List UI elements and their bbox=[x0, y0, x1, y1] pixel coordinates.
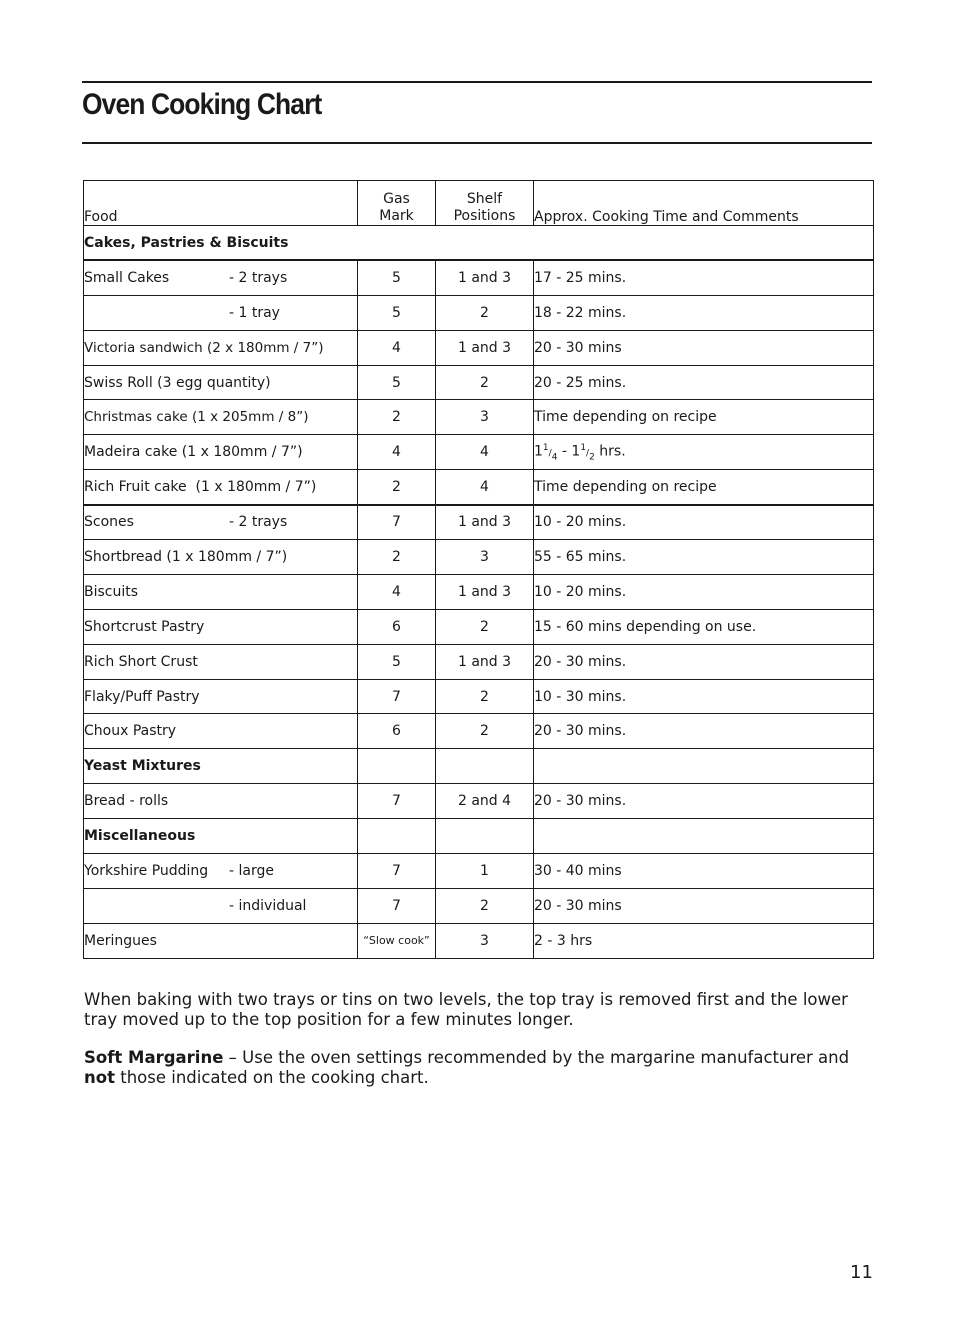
table-row bbox=[84, 574, 874, 609]
comment-cell: 20 - 30 mins bbox=[534, 888, 874, 923]
header-shelf-line1: Shelf bbox=[466, 191, 503, 207]
food-variant: - 1 tray bbox=[229, 304, 280, 321]
shelf-cell: 1 and 3 bbox=[436, 644, 534, 679]
table-row bbox=[84, 540, 874, 575]
comment-cell: 15 - 60 mins depending on use. bbox=[534, 609, 874, 644]
food-cell bbox=[84, 260, 358, 295]
madeira-den-2: 2 bbox=[589, 452, 595, 463]
soft-margarine-note bbox=[84, 1048, 884, 1088]
shelf-cell: 2 bbox=[436, 888, 534, 923]
comment-cell: 20 - 25 mins. bbox=[534, 365, 874, 400]
header-food: Food bbox=[84, 181, 358, 226]
comment-cell: Time depending on recipe bbox=[534, 470, 874, 505]
comment-cell: 10 - 20 mins. bbox=[534, 505, 874, 540]
madeira-den-1: 4 bbox=[551, 452, 558, 463]
gas-mark-cell: 7 bbox=[358, 505, 436, 540]
shelf-cell: 2 bbox=[436, 679, 534, 714]
shelf-cell: 1 and 3 bbox=[436, 505, 534, 540]
food-variant: - large bbox=[229, 862, 274, 879]
empty-cell bbox=[358, 749, 436, 784]
emphasis-not: not bbox=[84, 1068, 115, 1087]
soft-margarine-label: Soft Margarine bbox=[84, 1048, 224, 1067]
comment-cell bbox=[534, 435, 874, 470]
shelf-cell: 2 bbox=[436, 609, 534, 644]
header-shelf-positions bbox=[436, 181, 534, 226]
soft-margarine-text-1: – Use the oven settings recommended by the margarine manufacturer and bbox=[223, 1048, 850, 1067]
shelf-cell: 1 and 3 bbox=[436, 330, 534, 365]
food-cell: Rich Fruit cake (1 x 180mm / 7”) bbox=[84, 470, 358, 505]
table-row bbox=[84, 644, 874, 679]
table-row bbox=[84, 365, 874, 400]
table-row bbox=[84, 400, 874, 435]
gas-mark-cell: 5 bbox=[358, 644, 436, 679]
shelf-cell: 1 bbox=[436, 854, 534, 889]
comment-cell: 2 - 3 hrs bbox=[534, 923, 874, 958]
madeira-num-1: 1 bbox=[542, 442, 549, 453]
shelf-cell: 1 and 3 bbox=[436, 574, 534, 609]
food-cell bbox=[84, 505, 358, 540]
shelf-cell: 2 bbox=[436, 295, 534, 330]
shelf-cell: 2 bbox=[436, 714, 534, 749]
food-cell: Swiss Roll (3 egg quantity) bbox=[84, 365, 358, 400]
empty-cell bbox=[436, 819, 534, 854]
comment-cell: 20 - 30 mins. bbox=[534, 714, 874, 749]
food-variant: - 2 trays bbox=[229, 270, 288, 287]
table-row bbox=[84, 888, 874, 923]
empty-cell bbox=[534, 749, 874, 784]
table-row bbox=[84, 260, 874, 295]
section-title-yeast: Yeast Mixtures bbox=[84, 749, 358, 784]
gas-mark-cell: 7 bbox=[358, 679, 436, 714]
header-shelf-line2: Positions bbox=[453, 208, 516, 224]
shelf-cell: 1 and 3 bbox=[436, 260, 534, 295]
top-rule bbox=[82, 81, 872, 83]
madeira-whole-2: 1 bbox=[571, 443, 581, 460]
shelf-cell: 3 bbox=[436, 400, 534, 435]
section-title-misc: Miscellaneous bbox=[84, 819, 358, 854]
notes-section bbox=[84, 990, 884, 1106]
comment-cell: 17 - 25 mins. bbox=[534, 260, 874, 295]
food-variant: - individual bbox=[229, 897, 307, 914]
table-row bbox=[84, 854, 874, 889]
gas-mark-cell: 5 bbox=[358, 365, 436, 400]
shelf-cell: 3 bbox=[436, 923, 534, 958]
shelf-cell: 4 bbox=[436, 435, 534, 470]
comment-cell: 10 - 30 mins. bbox=[534, 679, 874, 714]
food-cell: Bread - rolls bbox=[84, 784, 358, 819]
gas-mark-cell: 5 bbox=[358, 295, 436, 330]
food-name: Small Cakes bbox=[84, 270, 170, 287]
comment-cell: 20 - 30 mins. bbox=[534, 784, 874, 819]
two-trays-note: When baking with two trays or tins on two levels, the top tray is removed first and the lower tray moved up to the top position for a few minutes longer. bbox=[84, 990, 848, 1029]
gas-mark-cell: 2 bbox=[358, 540, 436, 575]
food-cell: Biscuits bbox=[84, 574, 358, 609]
table-row bbox=[84, 679, 874, 714]
gas-mark-cell: 4 bbox=[358, 330, 436, 365]
section-title-cakes: Cakes, Pastries & Biscuits bbox=[84, 226, 874, 261]
table-row bbox=[84, 609, 874, 644]
comment-cell: 18 - 22 mins. bbox=[534, 295, 874, 330]
food-cell: Christmas cake (1 x 205mm / 8”) bbox=[84, 400, 358, 435]
gas-mark-cell: 2 bbox=[358, 470, 436, 505]
food-cell: Choux Pastry bbox=[84, 714, 358, 749]
food-name: Yorkshire Pudding bbox=[84, 862, 209, 879]
gas-mark-cell: 7 bbox=[358, 784, 436, 819]
table-row bbox=[84, 330, 874, 365]
gas-mark-cell: 5 bbox=[358, 260, 436, 295]
food-cell: Flaky/Puff Pastry bbox=[84, 679, 358, 714]
madeira-whole-1: 1 bbox=[534, 443, 543, 460]
table-row bbox=[84, 505, 874, 540]
header-comments: Approx. Cooking Time and Comments bbox=[534, 181, 874, 226]
shelf-cell: 3 bbox=[436, 540, 534, 575]
empty-cell bbox=[436, 749, 534, 784]
food-cell bbox=[84, 854, 358, 889]
food-cell bbox=[84, 295, 358, 330]
comment-cell: 55 - 65 mins. bbox=[534, 540, 874, 575]
section-row-cakes bbox=[84, 226, 874, 261]
table-header-row bbox=[84, 181, 874, 226]
food-cell: Rich Short Crust bbox=[84, 644, 358, 679]
table-row bbox=[84, 784, 874, 819]
table-row bbox=[84, 435, 874, 470]
page-title: Oven Cooking Chart bbox=[82, 88, 322, 121]
header-gas-line2: Mark bbox=[379, 208, 414, 224]
empty-cell bbox=[534, 819, 874, 854]
table-row bbox=[84, 923, 874, 958]
food-cell: Meringues bbox=[84, 923, 358, 958]
header-gas-mark bbox=[358, 181, 436, 226]
gas-mark-cell: 4 bbox=[358, 435, 436, 470]
table-row bbox=[84, 714, 874, 749]
section-row-yeast bbox=[84, 749, 874, 784]
header-gas-line1: Gas bbox=[383, 191, 410, 207]
gas-mark-cell: 7 bbox=[358, 888, 436, 923]
food-name: Scones bbox=[84, 514, 134, 531]
comment-cell: 20 - 30 mins bbox=[534, 330, 874, 365]
comment-cell: 10 - 20 mins. bbox=[534, 574, 874, 609]
page-number: 11 bbox=[850, 1262, 873, 1283]
gas-mark-cell: 4 bbox=[358, 574, 436, 609]
oven-cooking-table bbox=[83, 180, 874, 959]
shelf-cell: 2 bbox=[436, 365, 534, 400]
soft-margarine-text-2: those indicated on the cooking chart. bbox=[114, 1068, 429, 1087]
gas-mark-cell: 7 bbox=[358, 854, 436, 889]
shelf-cell: 2 and 4 bbox=[436, 784, 534, 819]
food-cell: Shortbread (1 x 180mm / 7”) bbox=[84, 540, 358, 575]
fraction-slash: / bbox=[548, 448, 552, 459]
table-row bbox=[84, 295, 874, 330]
empty-cell bbox=[358, 819, 436, 854]
food-variant: - 2 trays bbox=[229, 514, 288, 531]
food-cell: Shortcrust Pastry bbox=[84, 609, 358, 644]
madeira-unit: hrs. bbox=[594, 443, 626, 460]
shelf-cell: 4 bbox=[436, 470, 534, 505]
gas-mark-cell: 2 bbox=[358, 400, 436, 435]
section-row-misc bbox=[84, 819, 874, 854]
comment-cell: Time depending on recipe bbox=[534, 400, 874, 435]
madeira-sep: - bbox=[557, 443, 572, 460]
gas-mark-cell: “Slow cook” bbox=[358, 923, 436, 958]
comment-cell: 30 - 40 mins bbox=[534, 854, 874, 889]
food-cell: Madeira cake (1 x 180mm / 7”) bbox=[84, 435, 358, 470]
fraction-slash: / bbox=[586, 448, 590, 459]
food-cell: Victoria sandwich (2 x 180mm / 7”) bbox=[84, 330, 358, 365]
food-cell bbox=[84, 888, 358, 923]
bottom-rule bbox=[82, 142, 872, 144]
comment-cell: 20 - 30 mins. bbox=[534, 644, 874, 679]
madeira-num-2: 1 bbox=[580, 442, 587, 453]
table-row bbox=[84, 470, 874, 505]
gas-mark-cell: 6 bbox=[358, 714, 436, 749]
gas-mark-cell: 6 bbox=[358, 609, 436, 644]
